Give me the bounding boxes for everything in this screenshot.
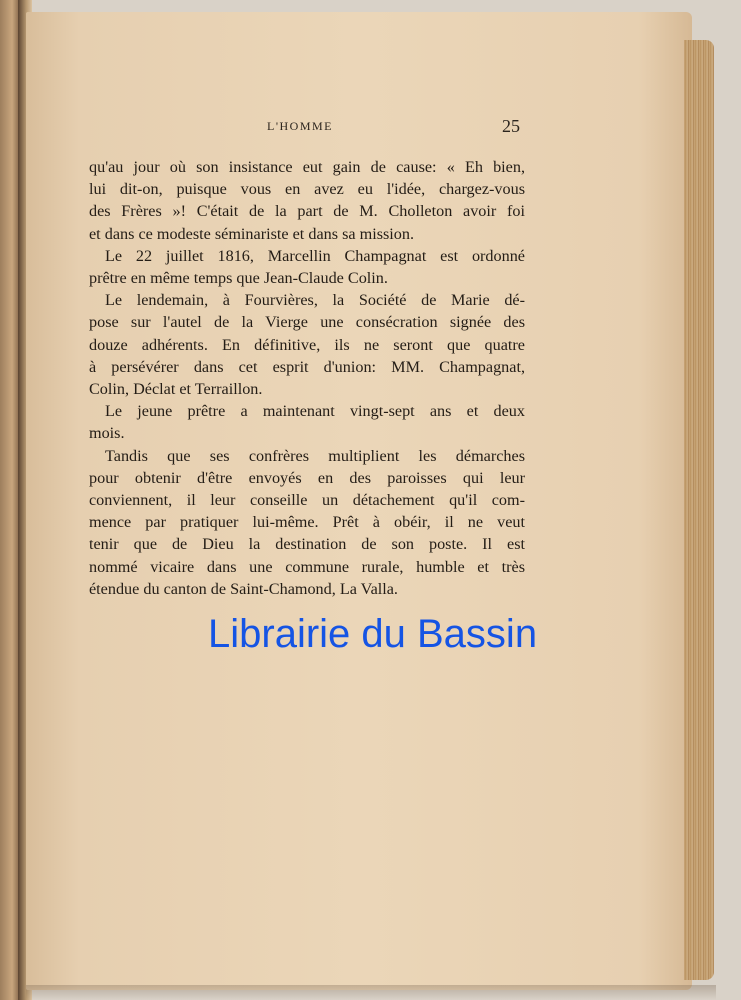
text-line: Colin, Déclat et Terraillon.	[89, 380, 263, 399]
text-line: et dans ce modeste séminariste et dans sa mission.	[89, 224, 415, 243]
text-line: Le lendemain, à Fourvières, la Société de Marie dé-	[105, 291, 525, 310]
text-line: Le jeune prêtre a maintenant vingt-sept ans et deux	[105, 402, 525, 421]
paragraph-1	[89, 156, 525, 245]
text-line: mois.	[89, 424, 125, 443]
page-shadow	[26, 985, 716, 1000]
text-line: à persévérer dans cet esprit d'union: MM. Champagnat,	[89, 357, 525, 376]
text-line: tenir que de Dieu la destination de son poste. Il est	[89, 535, 525, 554]
text-line: lui dit-on, puisque vous en avez eu l'idée, chargez-vous	[89, 180, 525, 199]
paragraph-4	[89, 400, 525, 444]
paragraph-5	[89, 445, 525, 600]
text-line: mence par pratiquer lui-même. Prêt à obéir, il ne veut	[89, 513, 525, 532]
page-number: 25	[502, 116, 520, 136]
text-line: nommé vicaire dans une commune rurale, humble et très	[89, 557, 525, 576]
text-line: étendue du canton de Saint-Chamond, La Valla.	[89, 579, 398, 598]
text-line: qu'au jour où son insistance eut gain de cause: « Eh bien,	[89, 158, 525, 176]
text-line: pose sur l'autel de la Vierge une consécration signée des	[89, 313, 525, 332]
text-line: conviennent, il leur conseille un détachement qu'il com-	[89, 491, 525, 510]
running-head: L'HOMME	[267, 119, 333, 133]
text-line: des Frères »! C'était de la part de M. Cholleton avoir foi	[89, 202, 525, 221]
paragraph-3	[89, 289, 525, 400]
paragraph-2	[89, 245, 525, 289]
text-line: Tandis que ses confrères multiplient les démarches	[105, 446, 525, 465]
text-line: douze adhérents. En définitive, ils ne seront que quatre	[89, 335, 525, 354]
text-line: pour obtenir d'être envoyés en des paroisses qui leur	[89, 468, 525, 487]
body-text	[89, 156, 525, 600]
watermark-text: Librairie du Bassin	[208, 612, 538, 656]
text-line: Le 22 juillet 1816, Marcellin Champagnat est ordonné	[105, 246, 525, 265]
page-edges	[684, 40, 714, 980]
text-line: prêtre en même temps que Jean-Claude Colin.	[89, 269, 388, 288]
